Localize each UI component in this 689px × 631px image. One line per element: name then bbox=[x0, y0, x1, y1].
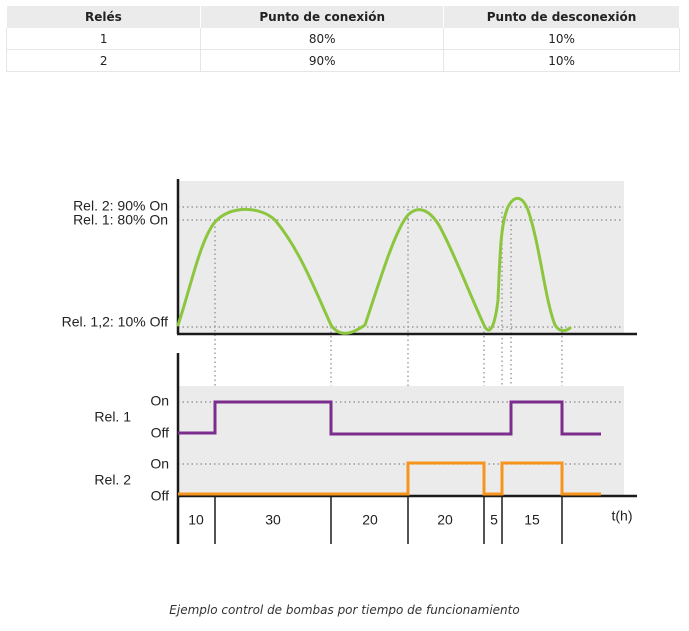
label-rel2-on-state: On bbox=[150, 455, 169, 472]
header-punto-conexion: Punto de conexión bbox=[201, 6, 444, 28]
duration-label: 5 bbox=[490, 511, 498, 528]
label-rel2: Rel. 2 bbox=[94, 471, 131, 488]
duration-label: 20 bbox=[437, 511, 453, 528]
table-cell: 2 bbox=[7, 50, 201, 72]
label-rel1: Rel. 1 bbox=[94, 408, 131, 425]
time-axis-label: t(h) bbox=[611, 507, 633, 524]
header-punto-desconexion: Punto de desconexión bbox=[444, 6, 680, 28]
header-reles: Relés bbox=[7, 6, 201, 28]
figure-caption: Ejemplo control de bombas por tiempo de funcionamiento bbox=[169, 603, 520, 617]
level-panel-background bbox=[178, 181, 624, 334]
label-rel1-on-state: On bbox=[150, 392, 169, 409]
duration-label: 10 bbox=[188, 511, 204, 528]
label-rel2-off-state: Off bbox=[150, 487, 169, 504]
table-cell: 1 bbox=[7, 28, 201, 50]
table-cell: 90% bbox=[201, 50, 444, 72]
table-cell: 80% bbox=[201, 28, 444, 50]
duration-label: 20 bbox=[362, 511, 378, 528]
duration-label: 15 bbox=[524, 511, 540, 528]
label-off: Rel. 1,2: 10% Off bbox=[61, 313, 168, 330]
label-rel2-on: Rel. 2: 90% On bbox=[73, 197, 168, 214]
label-rel1-off-state: Off bbox=[150, 424, 169, 441]
label-rel1-on: Rel. 1: 80% On bbox=[73, 211, 168, 228]
table-cell: 10% bbox=[444, 50, 680, 72]
table-cell: 10% bbox=[444, 28, 680, 50]
duration-label: 30 bbox=[265, 511, 281, 528]
